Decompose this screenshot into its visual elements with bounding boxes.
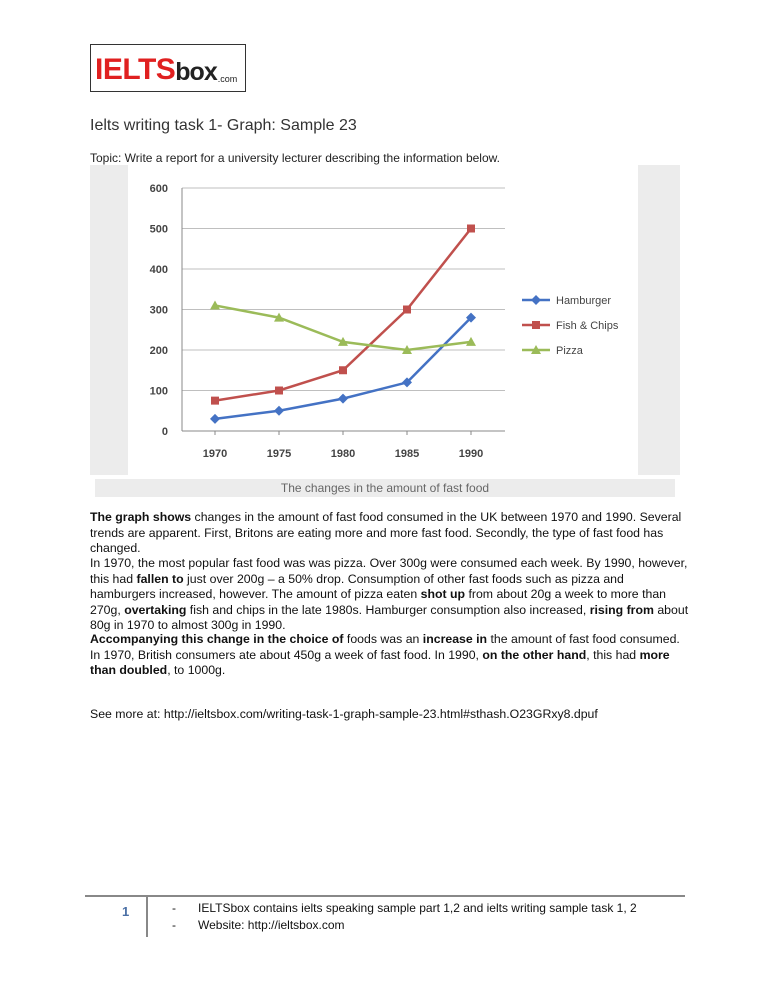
paragraph-2-text-e: fish and chips in the late 1980s. Hamburger consumption also increased, — [186, 602, 590, 617]
y-tick-label: 600 — [149, 183, 168, 195]
paragraph-2-text-c: just over 200g – a 50% drop. Consumption of other fast foods such as pizza and hamburgers increased, however. The amount of pizza eaten — [90, 571, 624, 601]
paragraph-3-text-d: , to 1000g. — [167, 663, 226, 677]
footer-item-1 — [172, 901, 637, 915]
y-tick-label: 500 — [149, 223, 168, 236]
data-point — [338, 394, 348, 404]
x-tick-label: 1990 — [458, 448, 484, 460]
logo-com-text: .com — [217, 74, 238, 84]
paragraph-2-bold-3: overtaking — [124, 602, 187, 617]
paragraph-2-bold-4: rising from — [589, 602, 654, 617]
footer-vertical-divider — [146, 897, 148, 937]
logo-ielts-text: IELTS — [95, 53, 176, 86]
logo-box-text: box — [175, 58, 217, 86]
legend-label: Pizza — [556, 345, 583, 357]
y-tick-label: 200 — [149, 345, 168, 357]
data-point — [211, 397, 219, 405]
paragraph-2-bold-2: shot up — [420, 587, 466, 601]
footer-item-2 — [172, 918, 345, 932]
data-point — [275, 387, 283, 395]
page-title: Ielts writing task 1- Graph: Sample 23 — [90, 117, 357, 134]
footer-line-2[interactable]: Website: http://ieltsbox.com — [198, 918, 345, 932]
paragraph-3 — [90, 632, 690, 679]
paragraph-3-text-c: , this had — [586, 647, 640, 662]
data-point — [403, 306, 411, 314]
paragraph-3-bold-4: more than doubled — [90, 647, 670, 677]
legend-label: Hamburger — [556, 295, 612, 307]
footer-line-1: IELTSbox contains ielts speaking sample part 1,2 and ielts writing sample task 1, 2 — [198, 901, 637, 915]
data-point — [467, 225, 475, 233]
footer-dash: - — [172, 918, 176, 932]
paragraph-3-bold-1: Accompanying this change in the choice of — [90, 632, 344, 646]
page-number: 1 — [122, 904, 130, 919]
data-point — [210, 414, 220, 424]
paragraph-2-text-d: from about 20g a week to more than 270g, — [90, 587, 666, 617]
paragraph-2 — [90, 556, 690, 634]
paragraph-3-bold-2: increase in — [422, 632, 488, 646]
legend-marker — [531, 295, 541, 305]
topic-text: Topic: Write a report for a university lecturer describing the information below. — [90, 151, 500, 165]
paragraph-3-bold-3: on the other hand — [482, 647, 587, 662]
x-tick-label: 1975 — [266, 448, 292, 460]
data-point — [339, 366, 347, 374]
y-tick-label: 400 — [149, 264, 168, 276]
chart-caption: The changes in the amount of fast food — [95, 479, 675, 497]
footer-dash: - — [172, 901, 176, 915]
y-tick-label: 0 — [161, 426, 168, 438]
x-tick-label: 1985 — [394, 448, 420, 460]
paragraph-2-text-f: about 80g in 1970 to almost 300g in 1990. — [90, 602, 689, 632]
paragraph-2-bold-1: fallen to — [136, 571, 184, 586]
paragraph-2-text-a: In 1970, the most popular fast food was was pizza. Over 300g were consumed each week. By 1990, however, this had — [90, 556, 688, 586]
y-tick-label: 300 — [149, 304, 168, 317]
see-more-link[interactable]: See more at: http://ieltsbox.com/writing-task-1-graph-sample-23.html#sthash.O23GRxy8.dpuf — [90, 707, 598, 721]
paragraph-1-bold: The graph shows — [90, 510, 192, 524]
line-chart — [90, 165, 680, 475]
paragraph-3-text-b: the amount of fast food consumed. In 1970, British consumers ate about 450g a week of fast food. In 1990, — [90, 632, 680, 662]
series-line-fish-chips — [215, 229, 471, 401]
legend-label: Fish & Chips — [556, 320, 619, 332]
ieltsbox-logo — [90, 44, 246, 92]
y-tick-label: 100 — [149, 385, 168, 398]
paragraph-1 — [90, 510, 690, 557]
x-tick-label: 1980 — [330, 448, 356, 460]
data-point — [274, 406, 284, 416]
footer-divider — [85, 895, 685, 897]
x-tick-label: 1970 — [202, 448, 228, 460]
paragraph-3-text-a: foods was an — [343, 632, 423, 646]
paragraph-1-text: changes in the amount of fast food consumed in the UK between 1970 and 1990. Several trends are apparent. First, Britons are eating more and more fast food. Secondly, the type of fast food has changed. — [90, 510, 682, 555]
legend-marker — [532, 321, 540, 329]
